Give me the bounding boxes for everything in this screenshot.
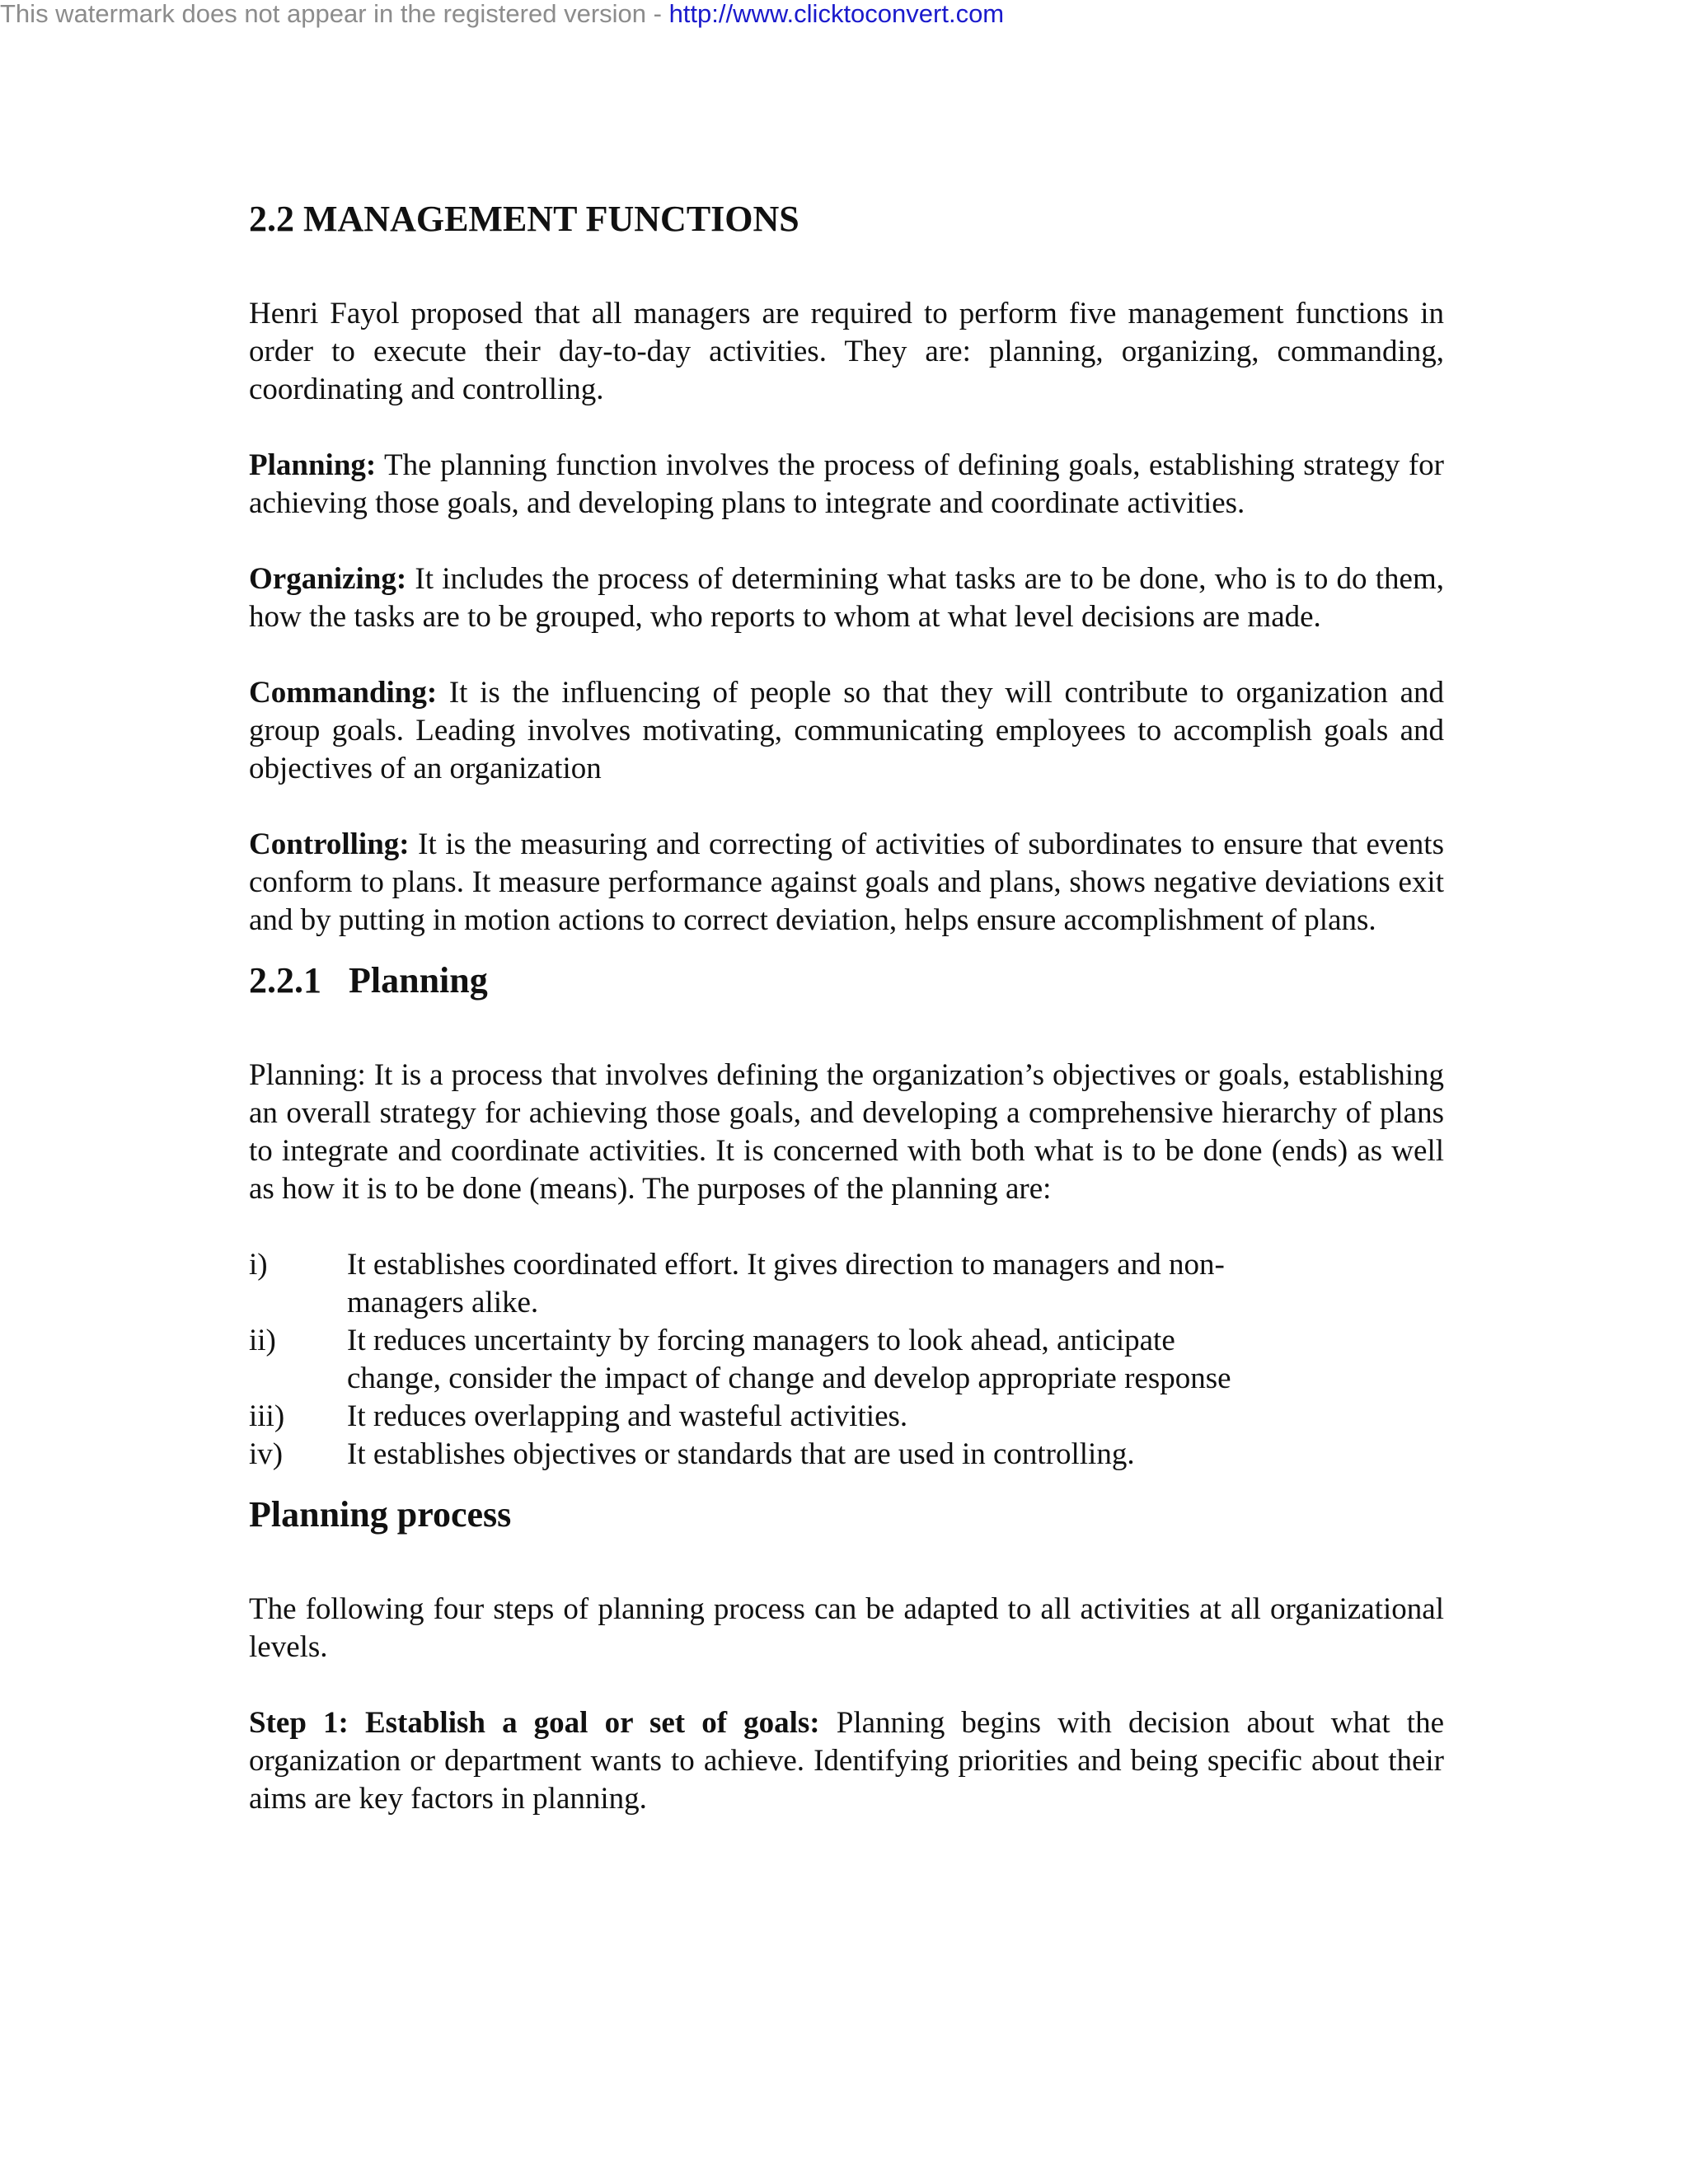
section-title: 2.2 MANAGEMENT FUNCTIONS bbox=[249, 199, 799, 239]
process-intro: The following four steps of planning process can be adapted to all activities at all organizational levels. bbox=[249, 1592, 1444, 1664]
list-item-text: It reduces overlapping and wasteful activities. bbox=[347, 1399, 908, 1433]
list-item-text: managers alike. bbox=[347, 1286, 539, 1319]
list-item-number: i) bbox=[249, 1248, 268, 1282]
function-term: Commanding: bbox=[249, 676, 438, 710]
function-term: Controlling: bbox=[249, 827, 410, 861]
function-text: It is the influencing of people so that they will contribute to organization and group goals. Leading involves motivating, communicating employees to accomplish goals and objectives of an organization bbox=[249, 676, 1444, 785]
subsection-title-planning: 2.2.1 Planning bbox=[249, 960, 488, 1001]
document-body bbox=[249, 193, 1444, 1818]
function-commanding bbox=[249, 674, 1444, 788]
list-item bbox=[249, 1322, 1575, 1398]
process-step-1 bbox=[249, 1704, 1444, 1818]
list-item-text: It establishes coordinated effort. It gives direction to managers and non- bbox=[347, 1248, 1225, 1282]
step-term: Step 1: Establish a goal or set of goals: bbox=[249, 1706, 820, 1740]
list-item-number: iv) bbox=[249, 1437, 284, 1471]
function-text: The planning function involves the process of defining goals, establishing strategy for achieving those goals, and developing plans to integrate and coordinate activities. bbox=[249, 448, 1444, 520]
function-controlling bbox=[249, 826, 1444, 940]
function-term: Planning: bbox=[249, 448, 377, 482]
function-text: It is the measuring and correcting of activities of subordinates to ensure that events conform to plans. It measure performance against goals and plans, shows negative deviations exit and by putting in motion actions to correct deviation, helps ensure accomplishment of plans. bbox=[249, 827, 1444, 937]
function-organizing bbox=[249, 560, 1444, 636]
list-item-text: change, consider the impact of change and develop appropriate response bbox=[347, 1361, 1231, 1395]
list-item-text: It reduces uncertainty by forcing managers to look ahead, anticipate bbox=[347, 1324, 1175, 1357]
list-item-number: ii) bbox=[249, 1324, 276, 1357]
list-item bbox=[249, 1398, 1575, 1436]
step-text: Planning begins with decision about what the organization or department wants to achieve. Identifying priorities and being specific about their aims are key factors in planning. bbox=[249, 1706, 1444, 1816]
function-planning bbox=[249, 447, 1444, 523]
subsection-title-planning-process: Planning process bbox=[249, 1494, 512, 1535]
function-text: It includes the process of determining what tasks are to be done, who is to do them, how the tasks are to be grouped, who reports to whom at what level decisions are made. bbox=[249, 562, 1444, 634]
section-intro: Henri Fayol proposed that all managers are required to perform five management functions in order to execute their day-to-day activities. They are: planning, organizing, commanding, coordinating and controlling. bbox=[249, 297, 1444, 406]
planning-intro: Planning: It is a process that involves defining the organization’s objectives or goals, establishing an overall strategy for achieving those goals, and developing a comprehensive hierarchy of plans to integrate and coordinate activities. It is concerned with both what is to be done (ends) as well as how it is to be done (means). The purposes of the planning are: bbox=[249, 1058, 1444, 1206]
list-item-number: iii) bbox=[249, 1399, 285, 1433]
watermark-text: This watermark does not appear in the registered version - bbox=[0, 0, 669, 28]
watermark-link[interactable]: http://www.clicktoconvert.com bbox=[668, 0, 1005, 28]
list-item bbox=[249, 1246, 1575, 1322]
list-item-text: It establishes objectives or standards that are used in controlling. bbox=[347, 1437, 1135, 1471]
planning-purposes-list bbox=[249, 1246, 1444, 1474]
list-item bbox=[249, 1436, 1575, 1474]
function-term: Organizing: bbox=[249, 562, 407, 596]
watermark-banner bbox=[0, 0, 1004, 28]
